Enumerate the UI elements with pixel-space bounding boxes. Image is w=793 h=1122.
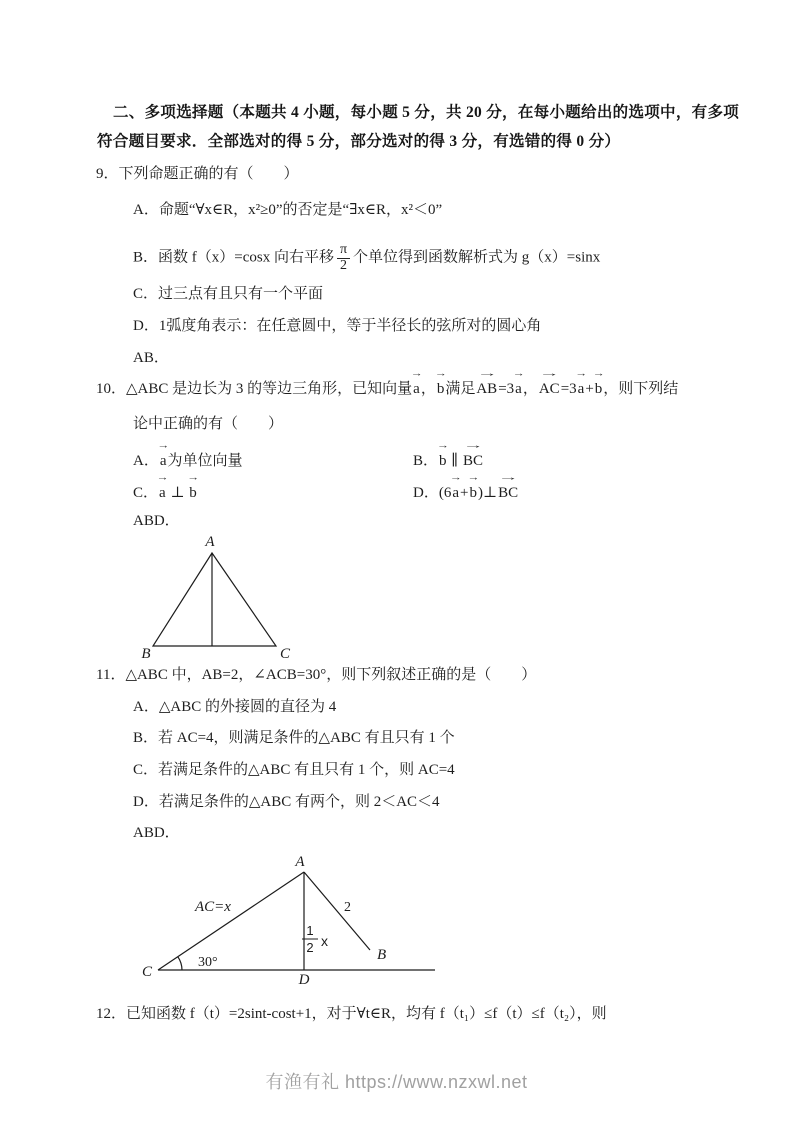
stem-text: + [585, 381, 594, 397]
question-10-option-b [413, 450, 484, 472]
option-text: + [460, 485, 469, 501]
vertex-label-c: C [142, 964, 153, 980]
question-10-stem-line2: 论中正确的有（ ） [133, 416, 284, 432]
altitude-fraction-denominator: 2 [306, 940, 314, 955]
question-11-stem: 11．△ABC 中，AB=2，∠ACB=30°，则下列叙述正确的是（ ） [96, 667, 537, 683]
stem-text: ， [522, 381, 538, 397]
stem-text: ， [420, 381, 436, 397]
option-label: A． [133, 453, 159, 469]
question-9-stem: 9．下列命题正确的有（ ） [96, 166, 299, 182]
vertex-label-d: D [298, 972, 310, 987]
question-11-answer: ABD． [133, 825, 180, 841]
side-label-ac: AC=x [195, 899, 231, 915]
option-b-text-pre: B．函数 f（x）=cosx 向右平移 [133, 249, 334, 266]
vector-bc: → BC [462, 450, 484, 472]
question-10-stem-line1 [96, 378, 678, 400]
vertex-label-b: B [141, 646, 151, 662]
option-b-text-post: 个单位得到函数解析式为 g（x）=sinx [353, 249, 601, 266]
stem-text: =3 [498, 381, 515, 397]
vertex-label-a: A [295, 854, 305, 870]
question-9-option-c: C．过三点有且只有一个平面 [133, 286, 324, 302]
question-10-option-a [133, 450, 243, 472]
question-11-option-a: A．△ABC 的外接圆的直径为 4 [133, 699, 337, 715]
option-label: D． [413, 485, 439, 501]
vector-a: → a [158, 482, 167, 504]
figure-equilateral-triangle [138, 528, 308, 664]
vector-b: → b [468, 482, 478, 504]
option-text: )⊥ [477, 485, 498, 501]
question-9-option-b [133, 243, 600, 273]
section-header-line1: 二、多项选择题（本题共 4 小题，每小题 5 分，共 20 分，在每小题给出的选项中，有多项 [113, 104, 740, 121]
altitude-fraction-numerator: 1 [306, 923, 314, 938]
question-12-stem: 12．已知函数 f（t）=2sint-cost+1，对于∀t∈R，均有 f（t₁）≤f（t）≤f（t₂），则 [96, 1006, 607, 1022]
question-10-option-d [413, 482, 519, 504]
vector-b: → b [594, 378, 604, 400]
vector-b: → b [188, 482, 198, 504]
question-10-answer: ABD． [133, 513, 180, 529]
question-9-answer: AB． [133, 350, 169, 366]
vertex-label-b: B [377, 947, 387, 963]
figure-triangle-30-degrees [140, 850, 462, 987]
vector-b: → b [438, 450, 448, 472]
question-11-option-b: B．若 AC=4，则满足条件的△ABC 有且只有 1 个 [133, 730, 455, 746]
altitude-variable-x: x [321, 933, 328, 949]
fraction-pi-over-2 [337, 243, 350, 273]
option-label: C． [133, 485, 159, 501]
angle-arc [178, 957, 182, 970]
side-label-ab: 2 [344, 900, 351, 915]
question-11-option-c: C．若满足条件的△ABC 有且只有 1 个，则 AC=4 [133, 762, 455, 778]
vector-a: → a [451, 482, 460, 504]
parallel-symbol: ∥ [447, 453, 462, 469]
vector-a: → a [577, 378, 586, 400]
triangle-outline [153, 553, 276, 646]
vector-a: → a [514, 378, 523, 400]
side-ab [304, 872, 370, 950]
vertex-label-c: C [279, 646, 291, 662]
vertex-label-a: A [205, 534, 215, 550]
stem-text: =3 [560, 381, 577, 397]
option-label: B． [413, 453, 439, 469]
angle-label-30: 30° [198, 955, 218, 970]
question-9-option-a: A．命题“∀x∈R，x²≥0”的否定是“∃x∈R，x²＜0” [133, 202, 443, 218]
vector-ab: → AB [475, 378, 498, 400]
fraction-numerator: π [337, 243, 350, 259]
stem-text: 10．△ABC 是边长为 3 的等边三角形，已知向量 [96, 381, 413, 397]
side-ca [158, 872, 304, 970]
vector-bc: → BC [497, 482, 519, 504]
stem-text: ，则下列结 [603, 381, 679, 397]
stem-text: 满足 [445, 381, 476, 397]
watermark-footer: 有渔有礼 https://www.nzxwl.net [265, 1072, 528, 1092]
vector-a: → a [159, 450, 168, 472]
option-text: 为单位向量 [167, 453, 243, 469]
vector-ac: → AC [538, 378, 561, 400]
vector-a: → a [412, 378, 421, 400]
perpendicular-symbol: ⊥ [166, 485, 189, 501]
question-10-option-c [133, 482, 198, 504]
question-9-option-d: D．1弧度角表示：在任意圆中，等于半径长的弦所对的圆心角 [133, 318, 542, 334]
question-11-option-d: D．若满足条件的△ABC 有两个，则 2＜AC＜4 [133, 794, 440, 810]
option-text: (6 [438, 485, 452, 501]
vector-b: → b [436, 378, 446, 400]
section-header-line2: 符合题目要求．全部选对的得 5 分，部分选对的得 3 分，有选错的得 0 分） [97, 133, 621, 150]
fraction-denominator: 2 [340, 257, 347, 273]
